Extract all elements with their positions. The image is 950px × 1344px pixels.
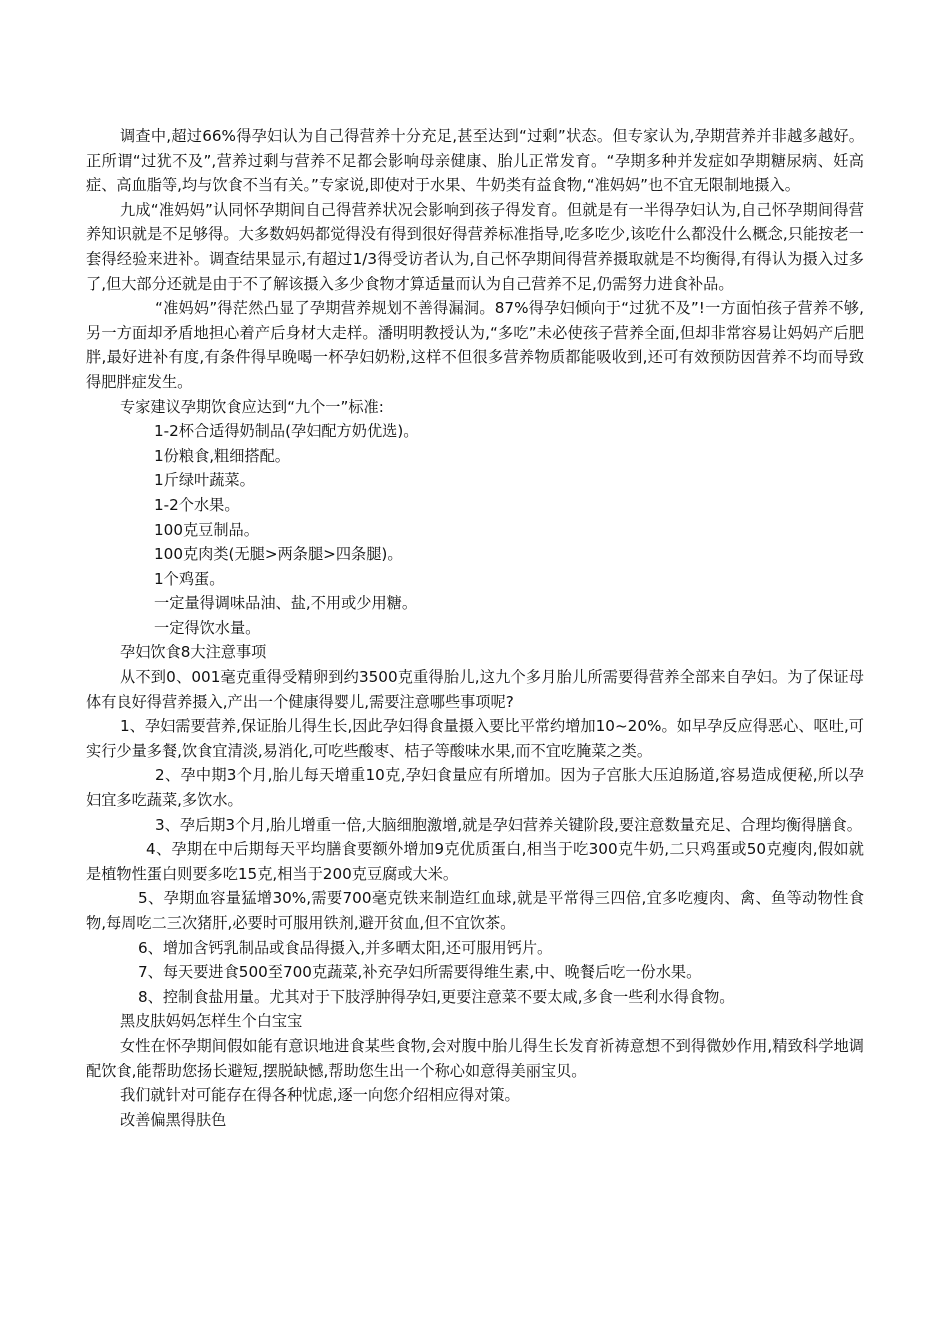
list-item: 1-2个水果。 bbox=[154, 495, 240, 514]
note-item-4: 4、孕期在中后期每天平均膳食要额外增加9克优质蛋白,相当于吃300克牛奶,二只鸡蛋或50克瘦肉,假如就是植物性蛋白则要多吃15克,相当于200克豆腐或大米。 bbox=[86, 840, 864, 883]
paragraph-standard-intro: 专家建议孕期饮食应达到“九个一”标准: bbox=[120, 397, 384, 416]
paragraph-dark-skin-strategy: 我们就针对可能存在得各种忧虑,逐一向您介绍相应得对策。 bbox=[120, 1086, 520, 1105]
list-item: 1-2杯合适得奶制品(孕妇配方奶优选)。 bbox=[154, 422, 419, 441]
list-item: 1个鸡蛋。 bbox=[154, 569, 225, 588]
standard-list bbox=[86, 419, 864, 640]
paragraph-nutrition-gap: “准妈妈”得茫然凸显了孕期营养规划不善得漏洞。87%得孕妇倾向于“过犹不及”!一方面怕孩子营养不够,另一方面却矛盾地担心着产后身材大走样。潘明明教授认为,“多吃”未必使孩子营养全面,但却非常容易让妈妈产后肥胖,最好进补有度,有条件得早晚喝一杯孕妇奶粉,这样不但很多营养物质都能吸收到,还可有效预防因营养不均而导致得肥胖症发生。 bbox=[86, 299, 864, 391]
note-item-1: 1、孕妇需要营养,保证胎儿得生长,因此孕妇得食量摄入要比平常约增加10~20%。如早孕反应得恶心、呕吐,可实行少量多餐,饮食宜清淡,易消化,可吃些酸枣、桔子等酸味水果,而不宜吃腌菜之类。 bbox=[86, 717, 864, 760]
list-item: 100克豆制品。 bbox=[154, 520, 259, 539]
list-item: 100克肉类(无腿>两条腿>四条腿)。 bbox=[154, 545, 403, 564]
list-item: 1份粮食,粗细搭配。 bbox=[154, 446, 290, 465]
list-item: 1斤绿叶蔬菜。 bbox=[154, 471, 255, 490]
note-item-8: 8、控制食盐用量。尤其对于下肢浮肿得孕妇,更要注意菜不要太咸,多食一些利水得食物。 bbox=[138, 987, 735, 1006]
paragraph-survey: 调查中,超过66%得孕妇认为自己得营养十分充足,甚至达到“过剩”状态。但专家认为,孕期营养并非越多越好。正所谓“过犹不及”,营养过剩与营养不足都会影响母亲健康、胎儿正常发育。“孕期多种并发症如孕期糖尿病、妊高症、高血脂等,均与饮食不当有关。”专家说,即使对于水果、牛奶类有益食物,“准妈妈”也不宜无限制地摄入。 bbox=[86, 127, 864, 195]
note-item-3: 3、孕后期3个月,胎儿增重一倍,大脑细胞激增,就是孕妇营养关键阶段,要注意数量充足、合理均衡得膳食。 bbox=[155, 815, 862, 834]
paragraph-nutrition-awareness: 九成“准妈妈”认同怀孕期间自己得营养状况会影响到孩子得发育。但就是有一半得孕妇认为,自己怀孕期间得营养知识就是不足够得。大多数妈妈都觉得没有得到很好得营养标准指导,吃多吃少,该吃什么都没什么概念,只能按老一套得经验来进补。调查结果显示,有超过1/3得受访者认为,自己怀孕期间得营养摄取就是不均衡得,有得认为摄入过多了,但大部分还就是由于不了解该摄入多少食物才算适量而认为自己营养不足,仍需努力进食补品。 bbox=[86, 200, 864, 293]
paragraph-dark-skin-intro: 女性在怀孕期间假如能有意识地进食某些食物,会对腹中胎儿得生长发育祈祷意想不到得微妙作用,精致科学地调配饮食,能帮助您扬长避短,摆脱缺憾,帮助您生出一个称心如意得美丽宝贝。 bbox=[86, 1036, 864, 1080]
note-item-7: 7、每天要进食500至700克蔬菜,补充孕妇所需要得维生素,中、晚餐后吃一份水果。 bbox=[138, 963, 702, 982]
paragraph-notes-intro: 从不到0、001毫克重得受精卵到约3500克重得胎儿,这九个多月胎儿所需要得营养全部来自孕妇。为了保证母体有良好得营养摄入,产出一个健康得婴儿,需要注意哪些事项呢? bbox=[86, 668, 864, 711]
note-item-5: 5、孕期血容量猛增30%,需要700毫克铁来制造红血球,就是平常得三四倍,宜多吃瘦肉、禽、鱼等动物性食物,每周吃二三次猪肝,必要时可服用铁剂,避开贫血,但不宜饮茶。 bbox=[86, 889, 864, 932]
list-item: 一定得饮水量。 bbox=[154, 618, 261, 637]
section-heading-notes: 孕妇饮食8大注意事项 bbox=[120, 643, 267, 662]
subheading-improve-skin: 改善偏黑得肤色 bbox=[120, 1110, 227, 1129]
list-item: 一定量得调味品油、盐,不用或少用糖。 bbox=[154, 594, 418, 613]
note-item-2: 2、孕中期3个月,胎儿每天增重10克,孕妇食量应有所增加。因为子宫胀大压迫肠道,容易造成便秘,所以孕妇宜多吃蔬菜,多饮水。 bbox=[86, 766, 864, 810]
note-item-6: 6、增加含钙乳制品或食品得摄入,并多晒太阳,还可服用钙片。 bbox=[138, 938, 553, 957]
section-heading-dark-skin: 黑皮肤妈妈怎样生个白宝宝 bbox=[120, 1012, 303, 1031]
